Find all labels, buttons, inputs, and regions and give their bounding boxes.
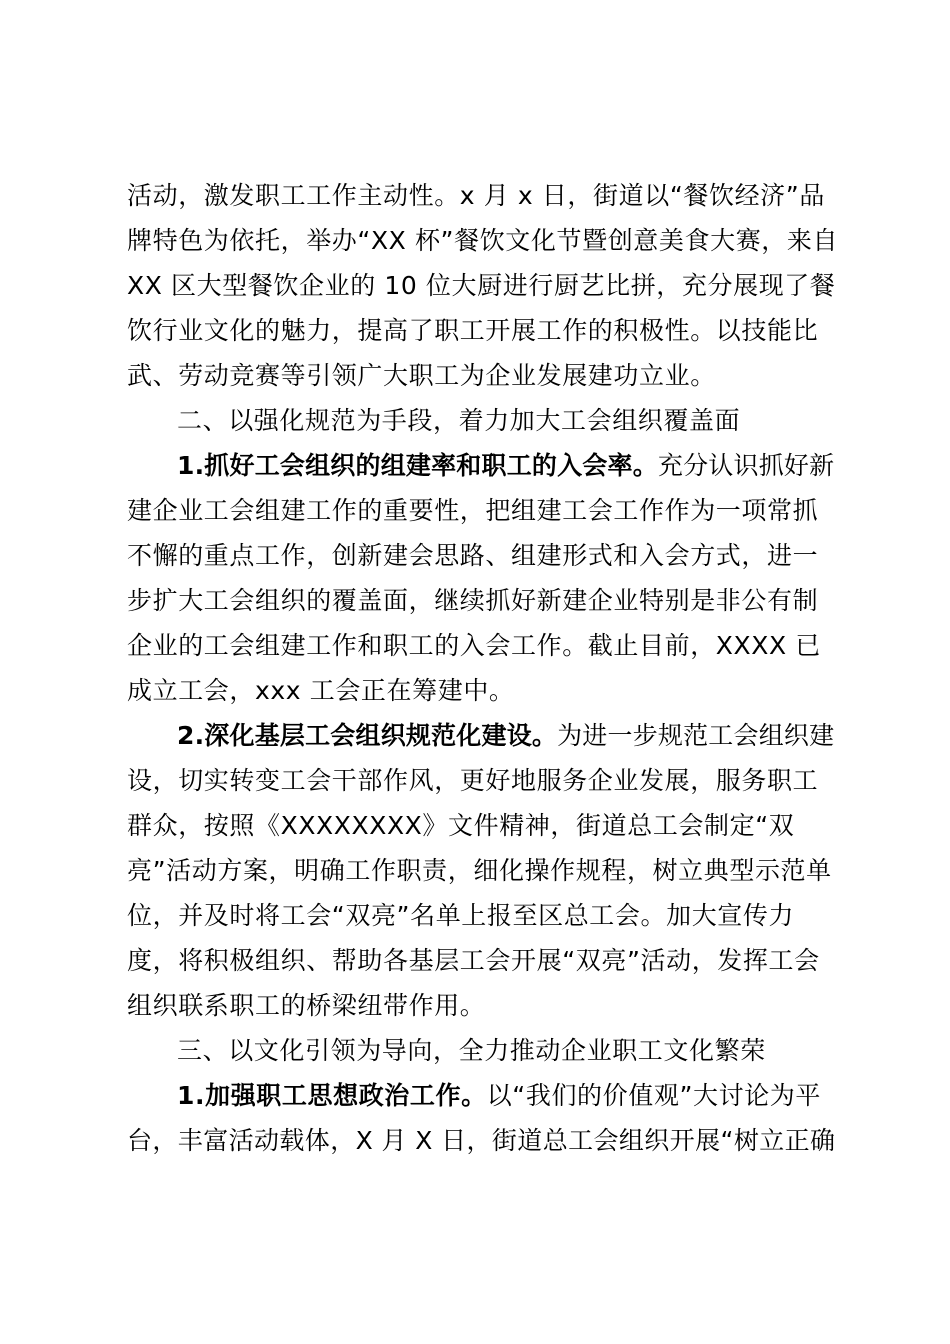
text-line: 度，将积极组织、帮助各基层工会开展“双亮”活动，发挥工会 bbox=[127, 946, 820, 975]
paragraph-lead: 1.抓好工会组织的组建率和职工的入会率。 bbox=[177, 451, 658, 480]
paragraph-text: 为进一步规范工会组织建 bbox=[557, 721, 835, 750]
text-line: 牌特色为依托，举办“XX 杯”餐饮文化节暨创意美食大赛，来自 bbox=[127, 226, 839, 255]
text-line: 组织联系职工的桥梁纽带作用。 bbox=[127, 991, 486, 1020]
text-line: 饮行业文化的魅力，提高了职工开展工作的积极性。以技能比 bbox=[127, 316, 819, 345]
paragraph-text: 以“我们的价值观”大讨论为平 bbox=[486, 1081, 822, 1110]
paragraph-lead: 2.深化基层工会组织规范化建设。 bbox=[177, 721, 558, 750]
text-line: 武、劳动竞赛等引领广大职工为企业发展建功立业。 bbox=[127, 361, 716, 390]
text-line: 活动，激发职工工作主动性。x 月 x 日，街道以“餐饮经济”品 bbox=[127, 181, 825, 210]
paragraph-first-line bbox=[177, 716, 837, 756]
text-line: 步扩大工会组织的覆盖面，继续抓好新建企业特别是非公有制 bbox=[127, 586, 819, 615]
text-line: 亮”活动方案，明确工作职责，细化操作规程，树立典型示范单 bbox=[127, 856, 832, 885]
section-heading: 三、以文化引领为导向，全力推动企业职工文化繁荣 bbox=[177, 1036, 766, 1065]
section-heading: 二、以强化规范为手段，着力加大工会组织覆盖面 bbox=[177, 406, 741, 435]
paragraph-first-line bbox=[177, 1076, 837, 1116]
text-line: 群众，按照《XXXXXXXX》文件精神，街道总工会制定“双 bbox=[127, 811, 795, 840]
text-line: 台，丰富活动载体，X 月 X 日，街道总工会组织开展“树立正确 bbox=[127, 1126, 836, 1155]
paragraph-lead: 1.加强职工思想政治工作。 bbox=[177, 1081, 487, 1110]
text-line: XX 区大型餐饮企业的 10 位大厨进行厨艺比拼，充分展现了餐 bbox=[127, 271, 836, 300]
text-line: 设，切实转变工会干部作风，更好地服务企业发展，服务职工 bbox=[127, 766, 819, 795]
text-line: 不懈的重点工作，创新建会思路、组建形式和入会方式，进一 bbox=[127, 541, 819, 570]
paragraph-text: 充分认识抓好新 bbox=[657, 451, 835, 480]
text-line: 成立工会，xxx 工会正在筹建中。 bbox=[127, 676, 515, 705]
text-line: 建企业工会组建工作的重要性，把组建工会工作作为一项常抓 bbox=[127, 496, 819, 525]
paragraph-first-line bbox=[177, 446, 837, 486]
text-line: 位，并及时将工会“双亮”名单上报至区总工会。加大宣传力 bbox=[127, 901, 795, 930]
text-line: 企业的工会组建工作和职工的入会工作。截止目前，XXXX 已 bbox=[127, 631, 821, 660]
